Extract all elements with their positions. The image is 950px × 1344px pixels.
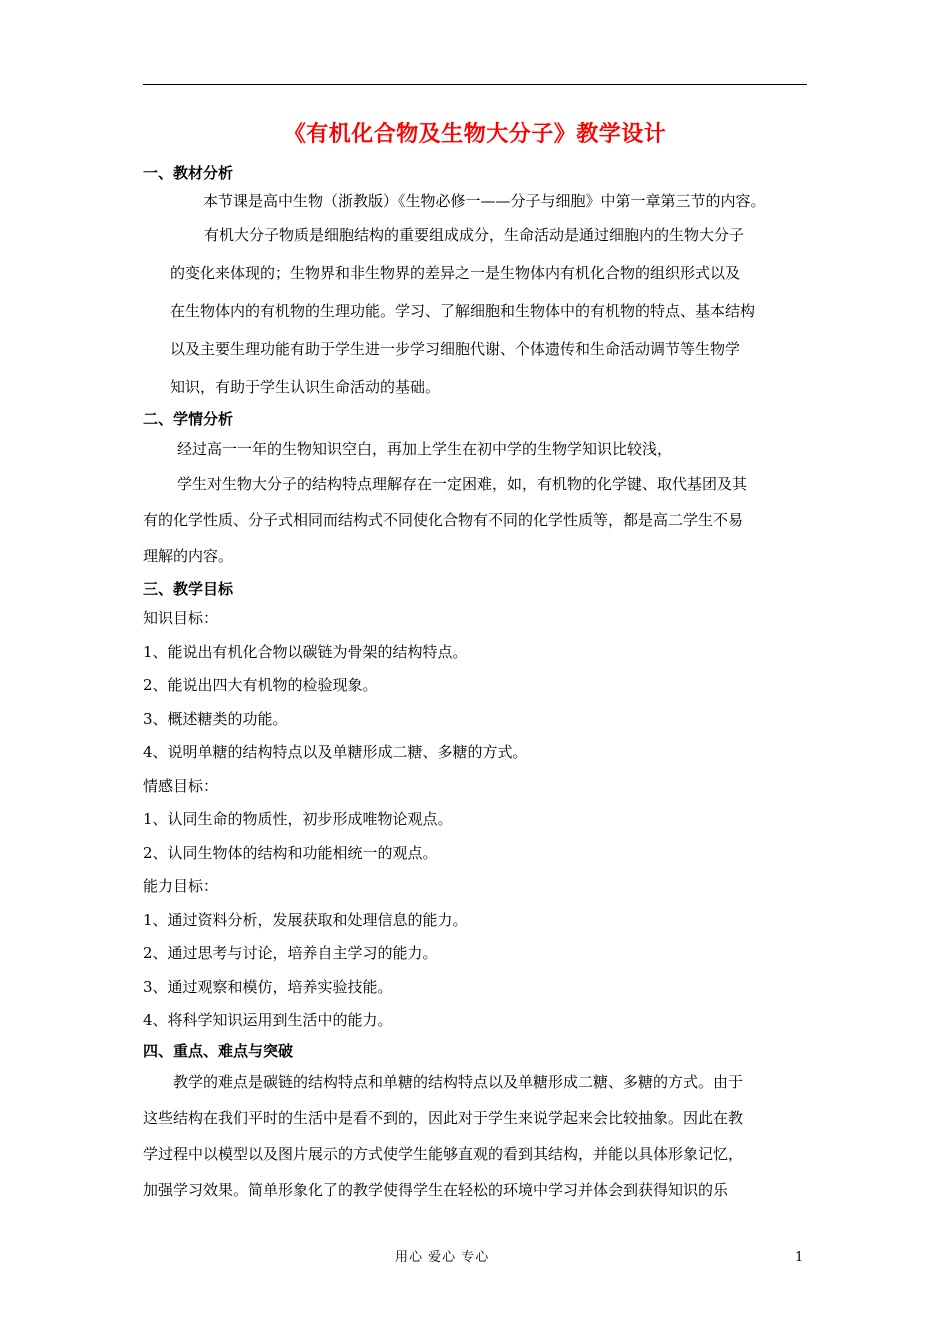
section-heading-objectives: 三、教学目标 — [143, 580, 234, 598]
paragraph-line: 学过程中以模型以及图片展示的方式使学生能够直观的看到其结构，并能以具体形象记忆， — [143, 1144, 744, 1163]
page-number: 1 — [795, 1250, 804, 1265]
paragraph-line: 这些结构在我们平时的生活中是看不到的，因此对于学生来说学起来会比较抽象。因此在教 — [143, 1108, 744, 1127]
list-item: 1、认同生命的物质性，初步形成唯物论观点。 — [143, 810, 453, 828]
section-heading-materials: 一、教材分析 — [143, 164, 234, 182]
document-body — [143, 160, 815, 1208]
paragraph-line: 学生对生物大分子的结构特点理解存在一定困难，如，有机物的化学键、取代基团及其 — [177, 475, 748, 493]
knowledge-objectives-label: 知识目标： — [143, 609, 219, 627]
paragraph-materials-analysis — [143, 216, 815, 406]
paragraph-line: 以及主要生理功能有助于学生进一步学习细胞代谢、个体遗传和生命活动调节等生物学 — [170, 340, 741, 358]
paragraph-line: 加强学习效果。简单形象化了的教学使得学生在轻松的环境中学习并体会到获得知识的乐 — [143, 1180, 729, 1199]
list-item: 2、能说出四大有机物的检验现象。 — [143, 676, 378, 694]
ability-objectives-label: 能力目标： — [143, 877, 219, 895]
list-item: 4、将科学知识运用到生活中的能力。 — [143, 1011, 393, 1029]
paragraph-learners-analysis — [143, 466, 815, 574]
paragraph-line: 有的化学性质、分子式相同而结构式不同使化合物有不同的化学性质等，都是高二学生不易 — [143, 511, 744, 529]
list-item: 3、通过观察和模仿，培养实验技能。 — [143, 977, 393, 996]
document-title: 《有机化合物及生物大分子》教学设计 — [283, 122, 667, 147]
paragraph-line: 理解的内容。 — [143, 547, 234, 565]
paragraph-line: 教学的难点是碳链的结构特点和单糖的结构特点以及单糖形成二糖、多糖的方式。由于 — [173, 1072, 744, 1091]
paragraph-line: 有机大分子物质是细胞结构的重要组成成分，生命活动是通过细胞内的生物大分子 — [204, 226, 745, 244]
list-item: 3、概述糖类的功能。 — [143, 709, 288, 728]
header-rule — [143, 84, 807, 85]
list-item: 4、说明单糖的结构特点以及单糖形成二糖、多糖的方式。 — [143, 743, 528, 761]
section-heading-key-points: 四、重点、难点与突破 — [143, 1041, 294, 1060]
paragraph-line: 的变化来体现的；生物界和非生物界的差异之一是生物体内有机化合物的组织形式以及 — [170, 264, 741, 282]
emotion-objectives-label: 情感目标： — [143, 776, 219, 795]
paragraph-line: 在生物体内的有机物的生理功能。学习、了解细胞和生物体中的有机物的特点、基本结构 — [170, 302, 756, 320]
paragraph-learners-line1: 经过高一一年的生物知识空白，再加上学生在初中学的生物学知识比较浅， — [177, 440, 673, 458]
paragraph-line: 知识，有助于学生认识生命活动的基础。 — [170, 378, 441, 396]
paragraph-intro: 本节课是高中生物（浙教版）《生物必修一——分子与细胞》中第一章第三节的内容。 — [203, 192, 766, 210]
list-item: 2、通过思考与讨论，培养自主学习的能力。 — [143, 944, 438, 962]
list-item: 1、能说出有机化合物以碳链为骨架的结构特点。 — [143, 642, 468, 661]
footer-text: 用心 爱心 专心 — [395, 1250, 490, 1265]
list-item: 2、认同生物体的结构和功能相统一的观点。 — [143, 843, 438, 862]
section-heading-learners: 二、学情分析 — [143, 410, 234, 428]
paragraph-key-points — [143, 1064, 815, 1208]
list-item: 1、通过资料分析，发展获取和处理信息的能力。 — [143, 910, 468, 929]
